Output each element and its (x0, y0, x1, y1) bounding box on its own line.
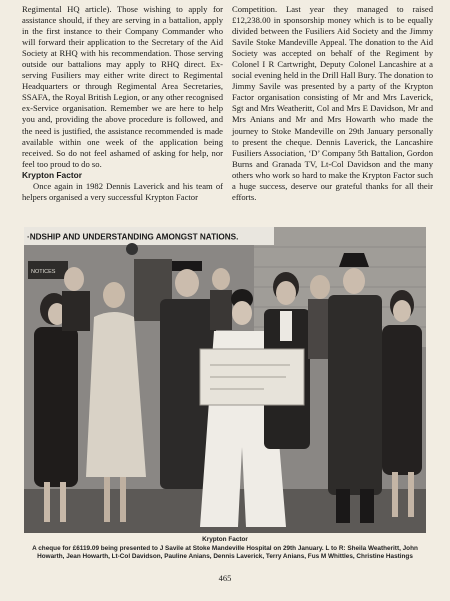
notices-sign: NOTICES (31, 269, 56, 275)
group-photograph (24, 227, 426, 533)
paragraph: Once again in 1982 Dennis Laverick and his team of helpers organised a very successful Krypton Factor (22, 180, 223, 202)
paragraph: Regimental HQ article). Those wishing to apply for assistance should, if they are serving in a battalion, apply in the first instance to their Company Commander who will forward their application to the Secretary of the Aid Society at RHQ with his recommendation. Those serving outside our battalions may apply to RHQ direct. Ex-serving Fusiliers may either write direct to Regimental Headquarters or through Regimental Area Secretaries, SSAFA, the Royal British Legion, or any other recognised ex-Service organisation. Remember we are here to help you and, providing the above procedure is followed, and the need is justified, the assistance recommended is made available within one week of the application being received. So do not feel ashamed of asking for help, nor feel too proud to do so. (22, 4, 223, 169)
paragraph: Competition. Last year they managed to raised £12,238.00 in sponsorship money which is to be equally divided between the Fusiliers Aid Society and the Jimmy Savile Stoke Mandeville Appeal. The donation to the Aid Society was accepted on behalf of the Regiment by Colonel I R Cartwright, Deputy Colonel Lancashire at a social evening held in the Drill Hall Bury. The donation to Jimmy Savile was presented by a party of the Krypton Factor organisation consisting of Mr and Mrs Laverick, Sgt and Mrs Weatheritt, Col and Mrs E Davidson, Mr and Mrs Anians and Mr and Mrs Howarth who made the journey to Stoke Mandeville on 29th January personally to present the cheque. Dennis Laverick, the Lancashire Fusiliers Association, ‘D’ Company 5th Battalion, Gordon Burns and Granada TV, Lt-Col Davidson and the many others who work so hard to make the Krypton Factor such a huge success, deserve our grateful thanks for all their efforts. (232, 4, 433, 202)
emblem-icon (126, 243, 138, 255)
section-heading: Krypton Factor (22, 169, 83, 180)
right-text-column (232, 4, 433, 203)
page-number: 465 (218, 573, 232, 583)
left-text-column (22, 4, 223, 203)
caption-text: A cheque for £6119.09 being presented to J Savile at Stoke Mandeville Hospital on 29th January. L to R: Sheila Weatheritt, John Howarth, Jean Howarth, Lt-Col Davidson, Pauline Anians, Dennis Laverick, Terry Anians, Fus M Whittles, Christine Hastings (32, 545, 418, 561)
cheque (200, 349, 304, 405)
banner-text: ·NDSHIP AND UNDERSTANDING AMONGST NATIONS. (27, 232, 239, 242)
person-pauline-anians (210, 268, 232, 330)
caption-title: Krypton Factor (202, 536, 248, 543)
